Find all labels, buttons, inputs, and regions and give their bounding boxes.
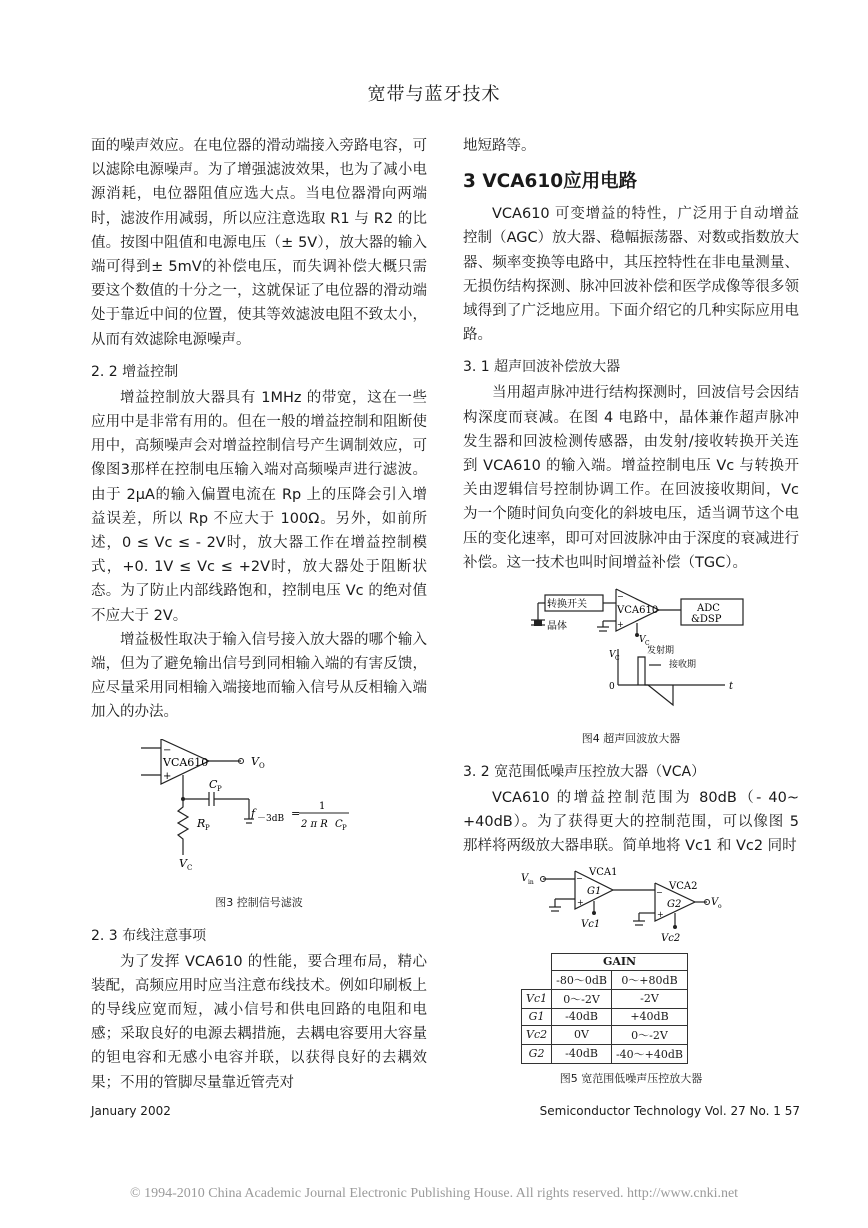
footer-date: January 2002 (91, 1104, 171, 1118)
minus-sign: − (163, 744, 172, 756)
copyright-notice: © 1994-2010 China Academic Journal Electronic Publishing House. All rights reserved. http://www.cnki.net (129, 1186, 739, 1201)
gain-table (521, 953, 688, 1064)
formula-den-c: C (335, 818, 343, 830)
adc-label-1: ADC (697, 603, 720, 615)
rp-sub: P (205, 823, 210, 832)
switch-label: 转换开关 (547, 599, 587, 611)
figure-3 (91, 739, 427, 910)
amp-label: VCA610 (163, 755, 209, 769)
plus-sign: + (163, 770, 172, 782)
zero-label: 0 (609, 682, 615, 693)
vc-label: V (179, 856, 187, 870)
formula-f: f (251, 806, 256, 820)
table-row: Vc2 0V 0～-2V (522, 1025, 688, 1044)
vca1-label: VCA1 (589, 866, 618, 878)
amp-label: VCA610 (617, 605, 659, 617)
vc-label-graph: V (609, 650, 616, 661)
crystal-label: 晶体 (547, 621, 567, 633)
vo-label: V (251, 754, 259, 768)
paragraph: 地短路等。 (463, 138, 536, 154)
t-label: t (729, 681, 734, 693)
gain-col-1: -80～0dB (552, 970, 612, 989)
footer-journal: Semiconductor Technology Vol. 27 No. 1 57 (539, 1104, 800, 1118)
table-row: G1 -40dB +40dB (522, 1008, 688, 1025)
formula-sub: －3dB (257, 813, 285, 824)
formula-num: 1 (319, 800, 326, 812)
cp-label: C (209, 777, 218, 791)
section-heading-3: 3 VCA610应用电路 (463, 171, 638, 193)
figure-4-caption: 图4 超声回波放大器 (581, 732, 681, 746)
svg-text:=: = (291, 806, 301, 820)
tx-label: 发射期 (647, 646, 675, 657)
vin-sub: in (528, 878, 534, 886)
journal-header: 宽带与蓝牙技术 (367, 84, 501, 105)
plus-sign: + (577, 897, 584, 907)
vin-label: V (521, 872, 529, 884)
right-column (463, 134, 799, 1100)
vo-sub: o (718, 902, 722, 910)
table-row: Vc1 0～-2V -2V (522, 989, 688, 1008)
paragraph: VCA610 的增益控制范围为 80dB（- 40~ +40dB）。为了获得更大的控制范围，可以像图 5 那样将两级放大器串联。简单地将 Vc1 和 Vc2 同时 (463, 790, 799, 855)
adc-label-2: &DSP (691, 614, 722, 626)
vo-label: V (711, 896, 719, 908)
paragraph: 面的噪声效应。在电位器的滑动端接入旁路电容，可以滤除电源噪声。为了增强滤波效果，也为了减小电源消耗，电位器阻值应选大点。当电位器滑向两端时，滤波作用减弱，所以应注意选取 R1 与 R2 的比值。按图中阻值和电源电压（± 5V），放大器的输入端可得到± 5mV的补偿电压，而失调补偿大概只需要这个数值的十分之一，这就保证了电位器的滑动端处于靠近中间的位置，使其等效滤波电阻不致太小，从而有效滤除电源噪声。 (91, 138, 427, 348)
g1-label: G1 (587, 885, 602, 897)
formula-den-sub: P (342, 823, 347, 832)
figure-3-caption: 图3 控制信号滤波 (215, 895, 303, 909)
plus-sign: + (617, 620, 624, 630)
vc-sub-graph: C (615, 655, 620, 663)
figure-4-circuit (463, 585, 799, 720)
minus-sign: − (576, 873, 583, 883)
minus-sign: − (617, 592, 624, 602)
vc-label: V (639, 635, 646, 646)
paragraph: VCA610 可变增益的特性，广泛用于自动增益控制（AGC）放大器、稳幅振荡器、对数或指数放大器、频率变换等电路中，其压控特性在非电量测量、无损伤结构探测、脉冲回波补偿和医学成像等很多领域得到了广泛地应用。下面介绍它的几种实际应用电路。 (463, 206, 799, 344)
paragraph: 为了发挥 VCA610 的性能，要合理布局，精心装配，高频应用时应当注意布线技术。例如印刷板上的导线应宽而短，减小信号和供电回路的电阻和电感；采取良好的电源去耦措施，去耦电容要用大容量的钽电容和无感小电容并联，以获得良好的去耦效果；不用的管脚尽量靠近管壳对 (91, 953, 427, 1091)
section-heading-2-3: 2. 3 布线注意事项 (91, 927, 207, 944)
section-heading-2-2: 2. 2 增益控制 (91, 363, 179, 380)
vc1-label: Vc1 (581, 918, 601, 930)
formula-den: 2 π R (301, 818, 328, 830)
figure-3-circuit (91, 739, 427, 884)
vc-sub: C (645, 640, 650, 648)
figure-5 (463, 867, 799, 1086)
paragraph: 当用超声脉冲进行结构探测时，回波信号会因结构深度而衰减。在图 4 电路中，晶体兼作超声脉冲发生器和回波检测传感器，由发射/接收转换开关连到 VCA610 的输入端。增益控制电压 Vc 与转换开关由逻辑信号控制协调工作。在回波接收期间，Vc 为一个随时间负向变化的斜坡电压，适当调节这个电压的变化速率，即可对回波脉冲由于深度的衰减进行补偿。这一技术也叫时间增益补偿（TGC）。 (463, 385, 799, 571)
vc-sub: C (187, 863, 193, 872)
figure-5-caption: 图5 宽范围低噪声压控放大器 (559, 1071, 703, 1085)
vo-sub: O (259, 761, 265, 770)
figure-4 (463, 585, 799, 746)
gain-col-2: 0～+80dB (611, 970, 687, 989)
gain-header: GAIN (552, 953, 688, 970)
rp-label: R (197, 816, 206, 830)
paragraph: 增益控制放大器具有 1MHz 的带宽，这在一些应用中是非常有用的。但在一般的增益控制和阻断使用中，高频噪声会对增益控制信号产生调制效应，可像图3那样在控制电压输入端对高频噪声进行滤波。由于 2μA的输入偏置电流在 Rp 上的压降会引入增益误差，所以 Rp 不应大于 100Ω。另外，如前所述，0 ≤ Vc ≤ - 2V时，放大器工作在增益控制模式，+0. 1V ≤ Vc ≤ +2V时，放大器处于阻断状态。为了防止内部线路饱和，控制电压 Vc 的绝对值不应大于 2V。 (91, 389, 427, 624)
rx-label: 接收期 (669, 660, 697, 671)
g2-label: G2 (667, 898, 682, 910)
section-heading-3-2: 3. 2 宽范围低噪声压控放大器（VCA） (463, 764, 706, 781)
plus-sign-2: + (657, 909, 664, 919)
cp-sub: P (217, 784, 222, 793)
paragraph: 增益极性取决于输入信号接入放大器的哪个输入端，但为了避免输出信号到同相输入端的有害反馈，应尽量采用同相输入端接地而输入信号从反相输入端加入的办法。 (91, 631, 427, 721)
vc2-label: Vc2 (661, 932, 681, 944)
minus-sign-2: − (656, 887, 663, 897)
vca2-label: VCA2 (669, 880, 698, 892)
table-row: G2 -40dB -40～+40dB (522, 1044, 688, 1063)
section-heading-3-1: 3. 1 超声回波补偿放大器 (463, 359, 621, 376)
left-column (91, 134, 427, 1095)
figure-5-circuit (463, 867, 799, 949)
